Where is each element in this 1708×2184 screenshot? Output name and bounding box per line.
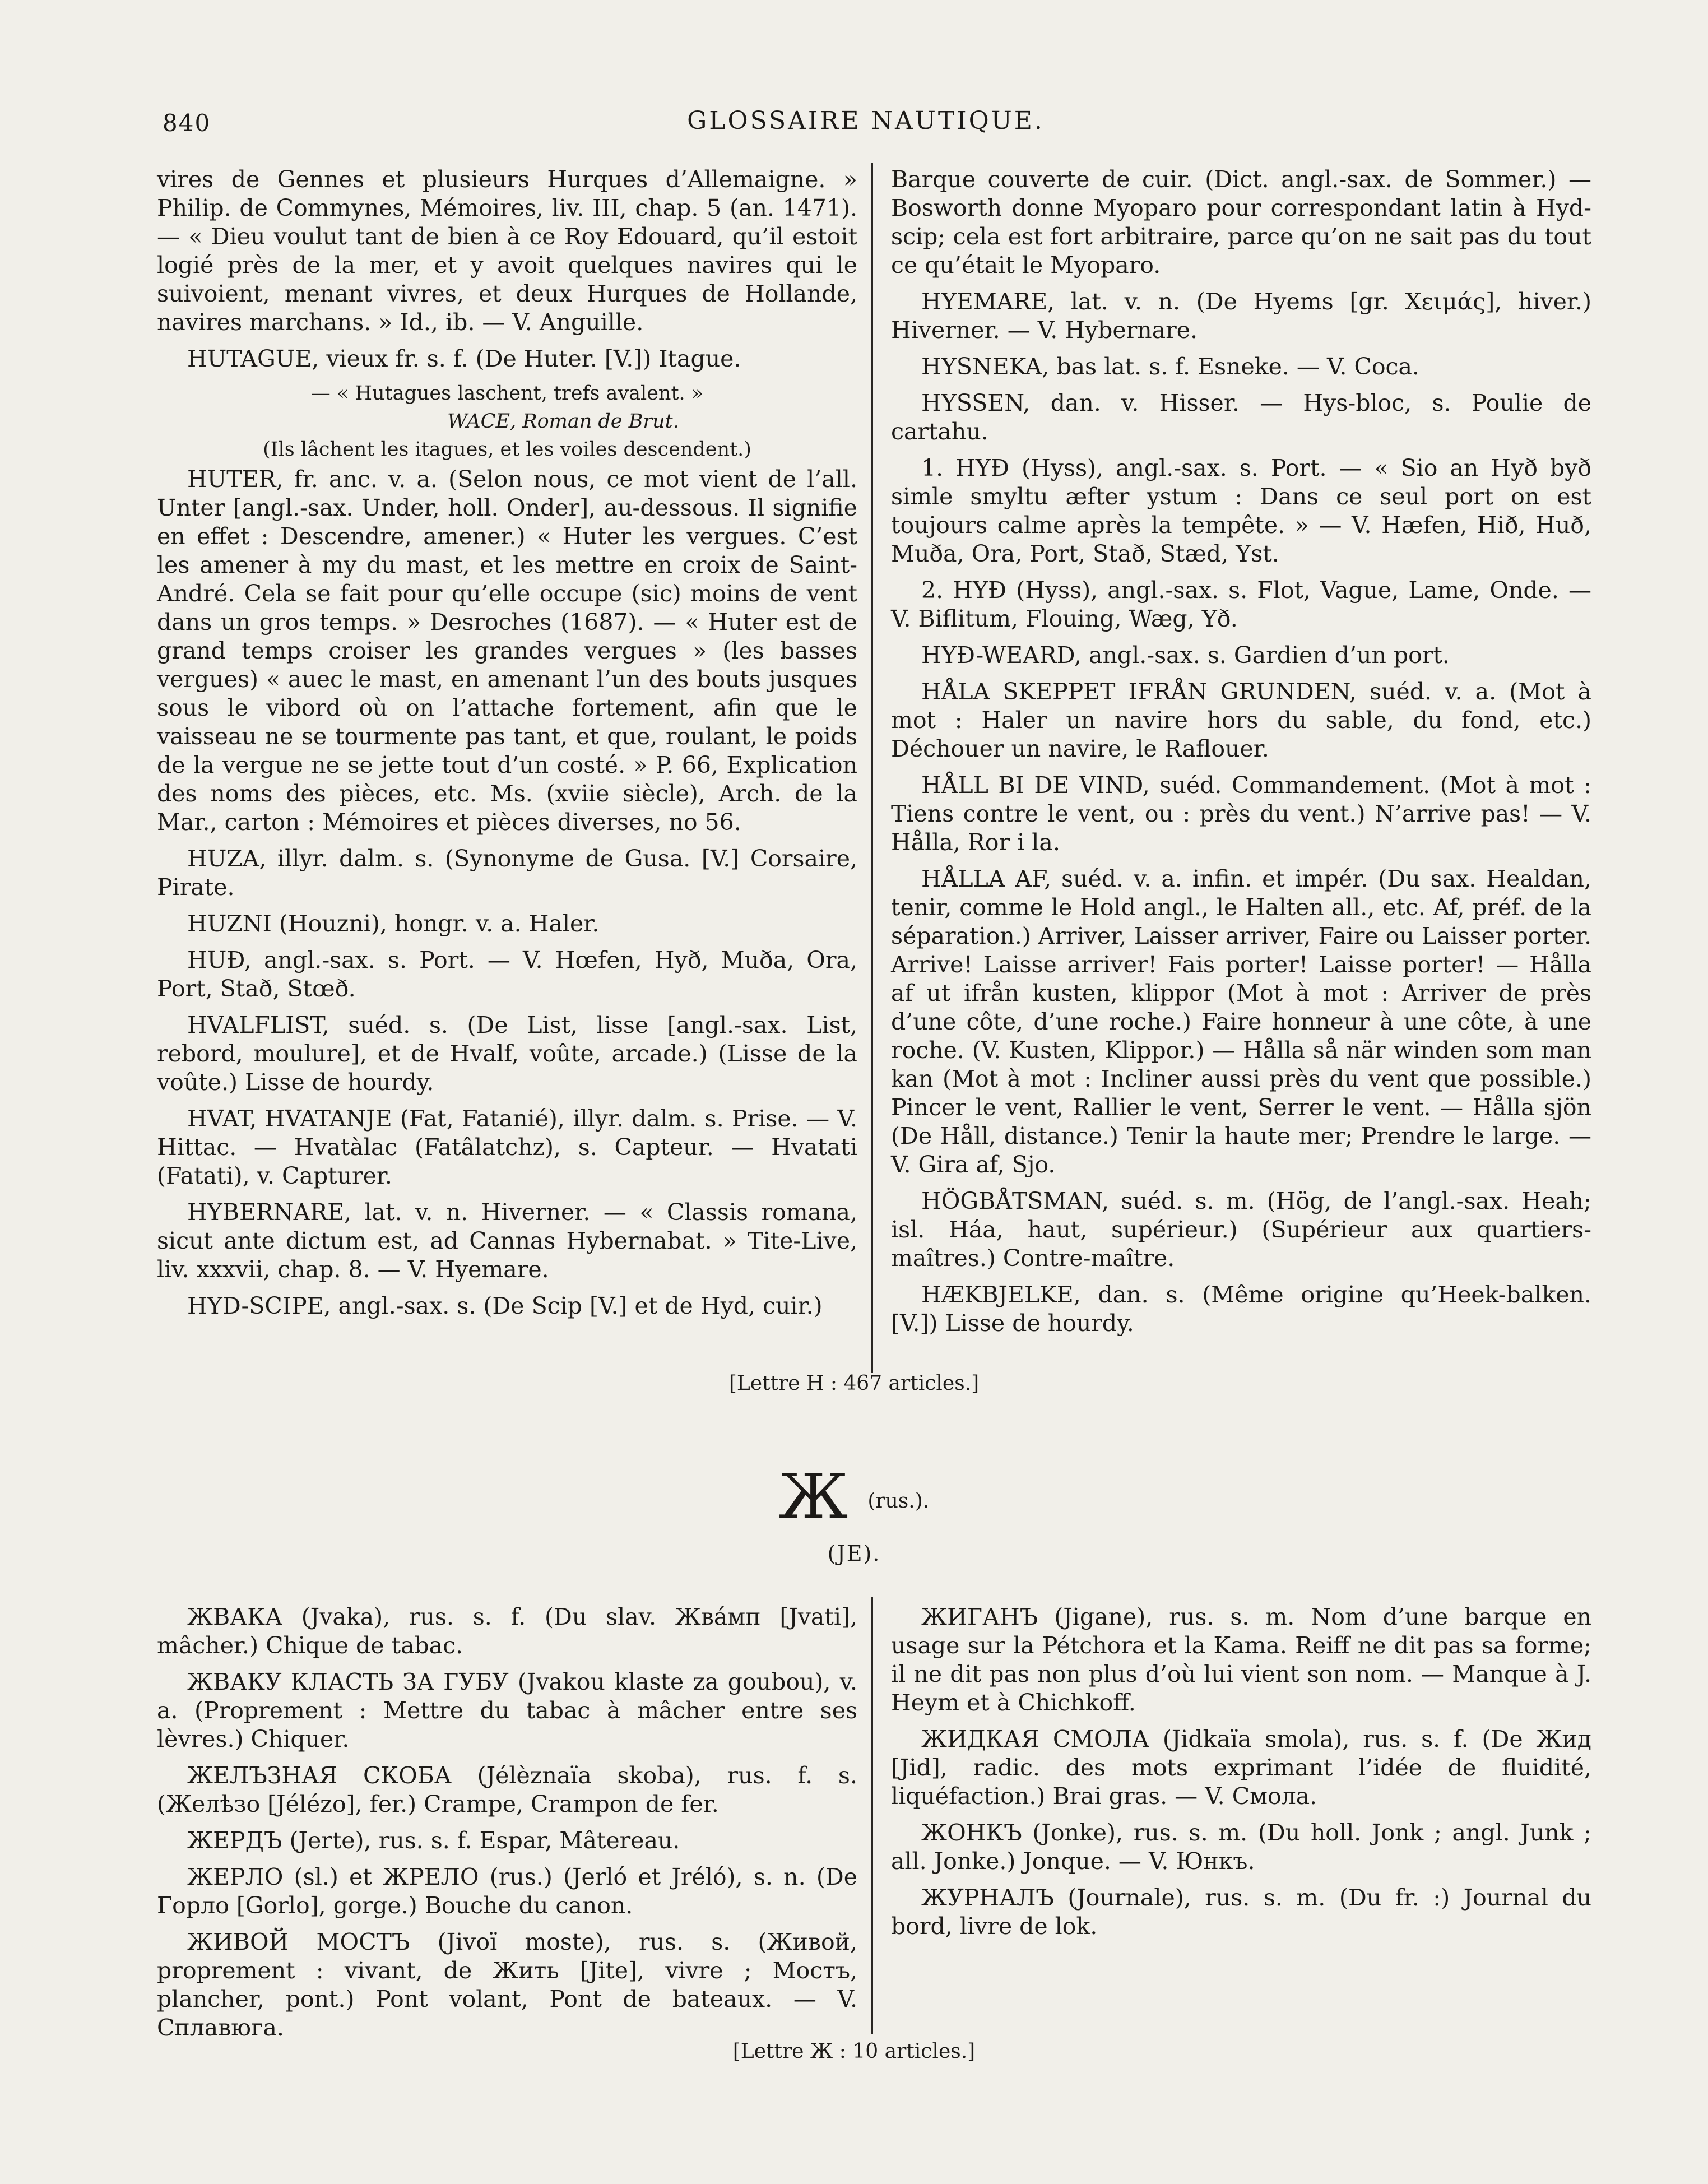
entry: HÖGBÅTSMAN, suéd. s. m. (Hög, de l’angl.-sax. Heah; isl. Háa, haut, supérieur.) (Supérieur aux quartiers-maîtres.) Contre-maître. bbox=[891, 1188, 1591, 1272]
entry: HYD-SCIPE, angl.-sax. s. (De Scip [V.] et de Hyd, cuir.) bbox=[187, 1292, 823, 1319]
entry: 1. HYÐ (Hyss), angl.-sax. s. Port. — « Sio an Hyð byð simle smyltu æfter ystum : Dans ce seul port on est toujours calme après la tempête. » — V. Hæfen, Hið, Huð, Muða, Ora, Port, Stað, Stæd, Yst. bbox=[891, 455, 1591, 567]
entry: HÅLA SKEPPET IFRÅN GRUNDEN, suéd. v. a. (Mot à mot : Haler un navire hors du sable, du fond, etc.) Déchouer un navire, le Raflouer. bbox=[891, 678, 1591, 762]
entry: ЖЕРДЪ (Jerte), rus. s. f. Espar, Mâtereau. bbox=[187, 1827, 680, 1854]
page-number: 840 bbox=[163, 109, 211, 137]
entry: HÅLLA AF, suéd. v. a. infin. et impér. (Du sax. Healdan, tenir, comme le Hold angl., le Halten all., etc. Af, préf. de la séparation.) Arriver, Laisser arriver, Faire ou Laisser porter. Arrive! Laisse arriver! Fais porter! Laisse porter! — Hålla af ut ifrån kusten, klippor (Mot à mot : Arriver de près d’une côte, d’une roche.) Faire honneur à une côte, à une roche. (V. Kusten, Klippor.) — Hålla så när winden som man kan (Mot à mot : Incliner aussi près du vent que possible.) Pincer le vent, Rallier le vent, Serrer le vent. — Hålla sjön (De Håll, distance.) Tenir la haute mer; Prendre le large. — V. Gira af, Sjo. bbox=[891, 865, 1591, 1178]
section-heading bbox=[0, 1460, 1708, 1535]
letter-h-article-count: [Lettre H : 467 articles.] bbox=[728, 1372, 980, 1395]
entry: ЖИДКАЯ СМОЛА (Jidkaïa smola), rus. s. f. (De Жид [Jid], radic. des mots exprimant l’idée de fluidité, liquéfaction.) Brai gras. — V. Смола. bbox=[891, 1726, 1591, 1810]
entry: ЖЕЛЪЗНАЯ СКОБА (Jélèznaïa skoba), rus. f. s. (Желѣзо [Jélézo], fer.) Crampe, Crampon de fer. bbox=[157, 1762, 857, 1817]
quote-source: WACE, Roman de Brut. bbox=[447, 410, 679, 433]
column-right-bottom bbox=[891, 1603, 1591, 1949]
entry: HUTER, fr. anc. v. a. (Selon nous, ce mot vient de l’all. Unter [angl.-sax. Under, holl. Onder], au-dessous. Il signifie en effet : Descendre, amener.) « Huter les vergues. C’est les amener à my du mast, et les mettre en croix de Saint-André. Cela se fait pour qu’elle occupe (sic) moins de vent dans un gros temps. » Desroches (1687). — « Huter est de grand temps croiser les grandes vergues » (les basses vergues) « auec le mast, en amenant l’un des bouts jusques sous le vibord où on l’attache fortement, afin que le vaisseau ne se tourmente pas tant, et que, roulant, le poids de la vergue ne se jette tout d’un costé. » P. 66, Explication des noms des pièces, etc. Ms. (xviie siècle), Arch. de la Mar., carton : Mémoires et pièces diverses, no 56. bbox=[157, 466, 857, 836]
entry: HVAT, HVATANJE (Fat, Fatanié), illyr. dalm. s. Prise. — V. Hittac. — Hvatàlac (Fatâlatchz), s. Capteur. — Hvatati (Fatati), v. Capturer. bbox=[157, 1105, 857, 1189]
entry: ЖОНКЪ (Jonke), rus. s. m. (Du holl. Jonk ; angl. Junk ; all. Jonke.) Jonque. — V. Юнкъ. bbox=[891, 1819, 1591, 1875]
page-header bbox=[157, 106, 1575, 146]
entry: HVALFLIST, suéd. s. (De List, lisse [angl.-sax. List, rebord, moulure], et de Hvalf, voûte, arcade.) (Lisse de la voûte.) Lisse de hourdy. bbox=[157, 1012, 857, 1096]
entry: ЖИГАНЪ (Jigane), rus. s. m. Nom d’une barque en usage sur la Pétchora et la Kama. Reiff ne dit pas sa forme; il ne dit pas non plus d’où lui vient son nom. — Manque à J. Heym et à Chichkoff. bbox=[891, 1603, 1591, 1716]
entry: ЖВАКА (Jvaka), rus. s. f. (Du slav. Жвáмп [Jvati], mâcher.) Chique de tabac. bbox=[157, 1603, 857, 1659]
section-pronunciation: (JE). bbox=[827, 1541, 881, 1566]
column-left-bottom bbox=[157, 1603, 857, 2050]
entry: HYSSEN, dan. v. Hisser. — Hys-bloc, s. Poulie de cartahu. bbox=[891, 389, 1591, 445]
running-title: GLOSSAIRE NAUTIQUE. bbox=[687, 106, 1045, 135]
quote: — « Hutagues laschent, trefs avalent. » bbox=[310, 382, 704, 405]
column-divider bbox=[871, 163, 873, 1373]
entry: HYÐ-WEARD, angl.-sax. s. Gardien d’un port. bbox=[921, 642, 1450, 669]
entry: ЖЕРЛО (sl.) et ЖРЕЛО (rus.) (Jerló et Jréló), s. n. (De Горло [Gorlo], gorge.) Bouche du canon. bbox=[157, 1863, 857, 1919]
entry: Barque couverte de cuir. (Dict. angl.-sax. de Sommer.) — Bosworth donne Myoparo pour correspondant latin à Hyd-scip; cela est fort arbitraire, parce qu’on ne sait pas du tout ce qu’était le Myoparo. bbox=[891, 166, 1591, 279]
section-language: (rus.). bbox=[867, 1490, 930, 1513]
entry: HÆKBJELKE, dan. s. (Même origine qu’Heek-balken. [V.]) Lisse de hourdy. bbox=[891, 1281, 1591, 1337]
column-right-top bbox=[891, 165, 1591, 1346]
entry: ЖИВОЙ МОСТЪ (Jivoï moste), rus. s. (Живой, proprement : vivant, de Жить [Jite], vivre ; Мостъ, plancher, pont.) Pont volant, Pont de bateaux. — V. Сплавюга. bbox=[157, 1928, 857, 2041]
section-letter: Ж bbox=[778, 1460, 848, 1532]
entry: HUZA, illyr. dalm. s. (Synonyme de Gusa. [V.] Corsaire, Pirate. bbox=[157, 845, 857, 901]
entry: HUZNI (Houzni), hongr. v. a. Haler. bbox=[187, 910, 600, 937]
entry: ЖУРНАЛЪ (Journale), rus. s. m. (Du fr. :) Journal du bord, livre de lok. bbox=[891, 1884, 1591, 1940]
quote-translation: (Ils lâchent les itagues, et les voiles descendent.) bbox=[263, 438, 751, 461]
entry: HYEMARE, lat. v. n. (De Hyems [gr. Χειμάς], hiver.) Hiverner. — V. Hybernare. bbox=[891, 288, 1591, 344]
entry: HÅLL BI DE VIND, suéd. Commandement. (Mot à mot : Tiens contre le vent, ou : près du vent.) N’arrive pas! — V. Hålla, Ror i la. bbox=[891, 772, 1591, 856]
letter-zh-article-count: [Lettre Ж : 10 articles.] bbox=[732, 2040, 976, 2063]
entry: HYBERNARE, lat. v. n. Hiverner. — « Classis romana, sicut ante dictum est, ad Cannas Hybernabat. » Tite-Live, liv. xxxvii, chap. 8. — V. Hyemare. bbox=[157, 1199, 857, 1283]
entry: HYSNEKA, bas lat. s. f. Esneke. — V. Coca. bbox=[921, 353, 1419, 380]
entry: HUÐ, angl.-sax. s. Port. — V. Hœfen, Hyð, Muða, Ora, Port, Stað, Stœð. bbox=[157, 947, 857, 1002]
column-divider bbox=[871, 1597, 873, 2034]
entry: 2. HYÐ (Hyss), angl.-sax. s. Flot, Vague, Lame, Onde. — V. Biflitum, Flouing, Wæg, Yð. bbox=[891, 577, 1591, 632]
entry: ЖВАКУ КЛАСТЬ ЗА ГУБУ (Jvakou klaste za goubou), v. a. (Proprement : Mettre du tabac à mâcher entre ses lèvres.) Chiquer. bbox=[157, 1668, 857, 1752]
entry: vires de Gennes et plusieurs Hurques d’Allemaigne. » Philip. de Commynes, Mémoires, liv. III, chap. 5 (an. 1471). — « Dieu voulut tant de bien à ce Roy Edouard, qu’il estoit logié près de la mer, et y avoit quelques navires qui le suivoient, menant vivres, et deux Hurques de Hollande, navires marchans. » Id., ib. — V. Anguille. bbox=[157, 166, 857, 336]
column-left-top bbox=[157, 165, 857, 1328]
entry: HUTAGUE, vieux fr. s. f. (De Huter. [V.]) Itague. bbox=[187, 345, 741, 372]
